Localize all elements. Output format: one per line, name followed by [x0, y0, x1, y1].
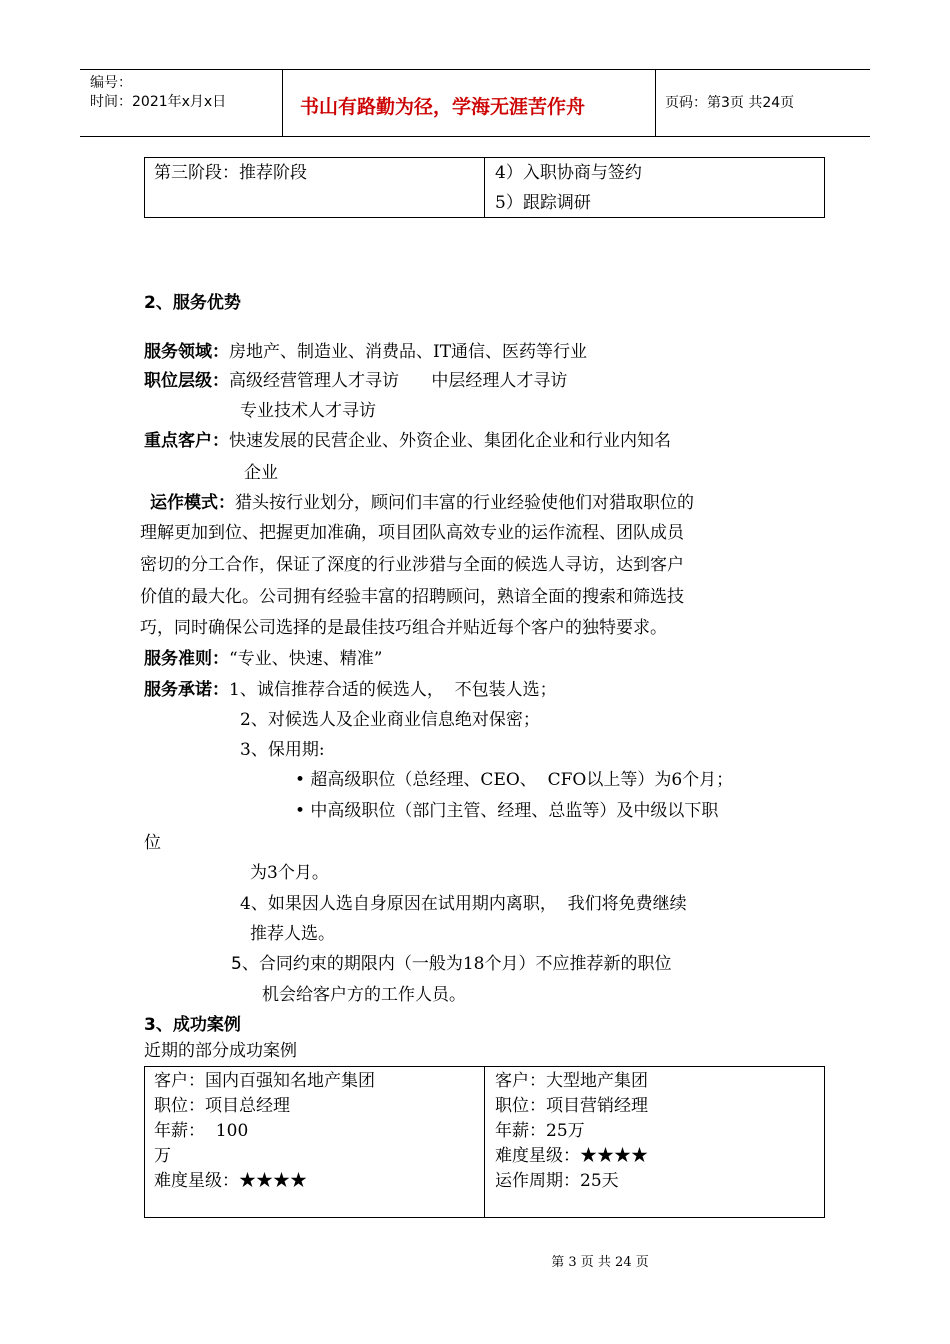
header-number-label: 编号：	[90, 75, 132, 91]
service-principle-text: “专业、快速、精准”	[229, 649, 383, 669]
key-clients-cont: 企业	[244, 463, 278, 483]
case-right-line-4: 难度星级：★★★★	[495, 1146, 648, 1166]
header-divider-right	[655, 69, 656, 136]
commitment-item-5-number: 5	[231, 954, 242, 974]
service-field-text: 房地产、制造业、消费品、IT通信、医药等行业	[229, 342, 588, 362]
commitment-item-4-cont: 推荐人选。	[250, 924, 335, 944]
header-page-info: 页码：第3页 共24页	[665, 95, 795, 111]
case-left-line-2: 职位：项目总经理	[154, 1096, 290, 1116]
commitment-item-5-cont: 机会给客户方的工作人员。	[262, 985, 466, 1005]
stage-table-right-line-2: 5）跟踪调研	[495, 193, 591, 213]
position-level-label: 职位层级：	[144, 371, 229, 391]
case-right-line-1: 客户：大型地产集团	[495, 1071, 648, 1091]
operation-mode-line-2: 密切的分工合作，保证了深度的行业涉猎与全面的候选人寻访，达到客户	[140, 555, 684, 575]
service-principle-row	[144, 648, 382, 670]
commitment-item-4: 4、如果因人选自身原因在试用期内离职， 我们将免费继续	[240, 894, 687, 914]
key-clients-label: 重点客户：	[144, 431, 229, 451]
commitment-item-5: 、合同约束的期限内（一般为18个月）不应推荐新的职位	[241, 954, 672, 974]
stage-table-left-cell: 第三阶段：推荐阶段	[154, 163, 307, 183]
operation-mode-line-3: 价值的最大化。公司拥有经验丰富的招聘顾问，熟谙全面的搜索和筛选技	[140, 587, 684, 607]
cases-table-divider	[484, 1067, 485, 1217]
service-field-row	[144, 341, 587, 363]
stage-table-divider	[484, 158, 485, 217]
operation-mode-first: 猎头按行业划分，顾问们丰富的行业经验使他们对猎取职位的	[235, 493, 694, 513]
section2-heading: 2、服务优势	[144, 293, 241, 313]
commitment-sub-2: • 中高级职位（部门主管、经理、总监等）及中级以下职	[295, 801, 719, 821]
case-right-line-3: 年薪：25万	[495, 1121, 585, 1141]
commitment-item-3: 3、保用期:	[240, 740, 325, 760]
header-top-rule	[80, 69, 870, 70]
key-clients-row	[144, 430, 671, 452]
case-right-line-2: 职位：项目营销经理	[495, 1096, 648, 1116]
service-field-label: 服务领域：	[144, 342, 229, 362]
header-motto: 书山有路勤为径，学海无涯苦作舟	[300, 96, 586, 118]
service-principle-label: 服务准则：	[144, 649, 229, 669]
stage-table-right-line-1: 4）入职协商与签约	[495, 163, 642, 183]
stage-table	[144, 157, 825, 218]
case-left-line-4: 万	[154, 1146, 171, 1166]
position-level-cont: 专业技术人才寻访	[240, 401, 376, 421]
case-left-line-1: 客户：国内百强知名地产集团	[154, 1071, 375, 1091]
case-left-line-5: 难度星级：★★★★	[154, 1171, 307, 1191]
header-bottom-rule	[80, 136, 870, 137]
case-right-line-5: 运作周期：25天	[495, 1171, 619, 1191]
operation-mode-label: 运作模式：	[150, 493, 235, 513]
service-commitment-label: 服务承诺：	[144, 680, 229, 700]
commitment-sub-2-cont: 位	[144, 833, 161, 853]
operation-mode-line-1: 理解更加到位、把握更加准确，项目团队高效专业的运作流程、团队成员	[140, 523, 684, 543]
section3-heading: 3、成功案例	[144, 1015, 241, 1035]
key-clients-text: 快速发展的民营企业、外资企业、集团化企业和行业内知名	[229, 431, 671, 451]
header-divider-left	[282, 69, 283, 136]
position-level-text: 高级经营管理人才寻访 中层经理人才寻访	[229, 371, 568, 391]
operation-mode-row	[150, 492, 694, 514]
commitment-sub-1: • 超高级职位（总经理、CEO、 CFO以上等）为6个月；	[295, 770, 734, 790]
section3-intro: 近期的部分成功案例	[144, 1041, 297, 1061]
commitment-item-1: 1、诚信推荐合适的候选人， 不包装人选；	[229, 680, 557, 700]
commitment-item-5-row	[231, 953, 671, 975]
commitment-item-2: 2、对候选人及企业商业信息绝对保密；	[240, 710, 540, 730]
operation-mode-line-4: 巧，同时确保公司选择的是最佳技巧组合并贴近每个客户的独特要求。	[140, 618, 667, 638]
service-commitment-row	[144, 679, 557, 701]
page-footer: 第 3 页 共 24 页	[551, 1255, 649, 1270]
case-left-line-3: 年薪： 100	[154, 1121, 249, 1141]
commitment-sub-2-end: 为3个月。	[250, 863, 329, 883]
header-time-label: 时间：2021年x月x日	[90, 94, 227, 110]
cases-table	[144, 1066, 825, 1218]
position-level-row	[144, 370, 567, 392]
